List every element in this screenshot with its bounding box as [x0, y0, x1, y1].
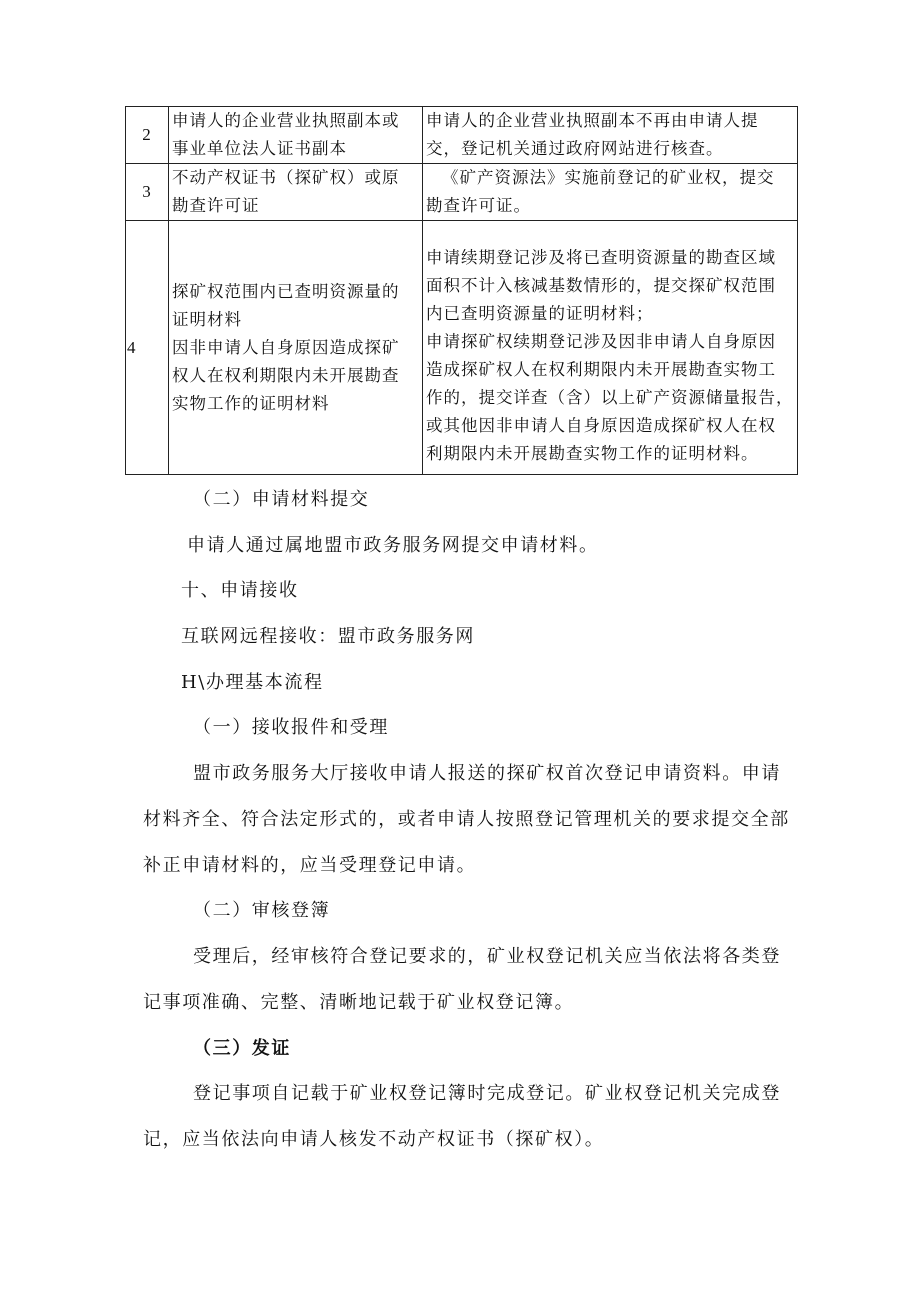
cell-line: 探矿权范围内已查明资源量的 [172, 281, 400, 301]
cell-line: 勘查许可证。 [426, 196, 531, 215]
paragraph: 互联网远程接收：盟市政务服务网 [181, 626, 475, 647]
material-cell [169, 164, 423, 221]
cell-line: 申请人的企业营业执照副本或 [172, 111, 400, 130]
section-heading: H\办理基本流程 [181, 672, 324, 693]
note-cell [423, 221, 798, 475]
section-heading: （二）申请材料提交 [193, 489, 370, 510]
cell-line: 内已查明资源量的证明材料； [426, 303, 654, 323]
cell-line: 勘查许可证 [172, 196, 260, 215]
paragraph-line: 补正申请材料的，应当受理登记申请。 [143, 855, 477, 876]
section-heading: （三）发证 [193, 1038, 291, 1059]
row-number: 2 [126, 107, 169, 164]
cell-line: 申请探矿权续期登记涉及因非申请人自身原因 [426, 331, 776, 351]
note-cell [423, 164, 798, 221]
cell-line: 交，登记机关通过政府网站进行核查。 [426, 139, 724, 158]
section-heading: （二）审核登簿 [193, 900, 331, 921]
material-cell [169, 221, 423, 475]
table-row [126, 221, 798, 475]
cell-line: 申请人的企业营业执照副本不再由申请人提 [426, 111, 759, 130]
paragraph-line: 盟市政务服务大厅接收申请人报送的探矿权首次登记申请资料。申请 [193, 763, 781, 784]
cell-line: 证明材料 [172, 309, 242, 329]
cell-line: 作的，提交详查（含）以上矿产资源储量报告， [426, 387, 794, 407]
paragraph-line: 材料齐全、符合法定形式的，或者申请人按照登记管理机关的要求提交全部 [143, 809, 790, 830]
cell-line: 权人在权利期限内未开展勘查 [172, 365, 400, 385]
cell-line: 面积不计入核减基数情形的，提交探矿权范围 [426, 275, 776, 295]
section-heading: 十、申请接收 [181, 580, 299, 601]
paragraph-line: 记事项准确、完整、清晰地记载于矿业权登记簿。 [143, 992, 575, 1013]
cell-line: 因非申请人自身原因造成探矿 [172, 337, 400, 357]
paragraph-line: 登记事项自记载于矿业权登记簿时完成登记。矿业权登记机关完成登 [193, 1083, 781, 1104]
section-heading: （一）接收报件和受理 [193, 717, 389, 738]
cell-line: 或其他因非申请人自身原因造成探矿权人在权 [426, 415, 776, 435]
materials-table [125, 106, 798, 475]
paragraph-line: 记，应当依法向申请人核发不动产权证书（探矿权）。 [143, 1129, 605, 1150]
row-number: 4 [126, 221, 169, 475]
cell-line: 事业单位法人证书副本 [172, 139, 347, 158]
cell-line: 造成探矿权人在权利期限内未开展勘查实物工 [426, 359, 776, 379]
note-cell [423, 107, 798, 164]
paragraph: 申请人通过属地盟市政务服务网提交申请材料。 [187, 535, 599, 556]
material-cell [169, 107, 423, 164]
row-number: 3 [126, 164, 169, 221]
table-row [126, 107, 798, 164]
table-row [126, 164, 798, 221]
cell-line: 不动产权证书（探矿权）或原 [172, 168, 400, 187]
cell-line: 实物工作的证明材料 [172, 393, 330, 413]
paragraph-line: 受理后，经审核符合登记要求的，矿业权登记机关应当依法将各类登 [193, 946, 781, 967]
cell-line: 利期限内未开展勘查实物工作的证明材料。 [426, 443, 759, 463]
cell-line: 申请续期登记涉及将已查明资源量的勘查区域 [426, 247, 776, 267]
cell-line: 《矿产资源法》实施前登记的矿业权，提交 [442, 168, 775, 187]
